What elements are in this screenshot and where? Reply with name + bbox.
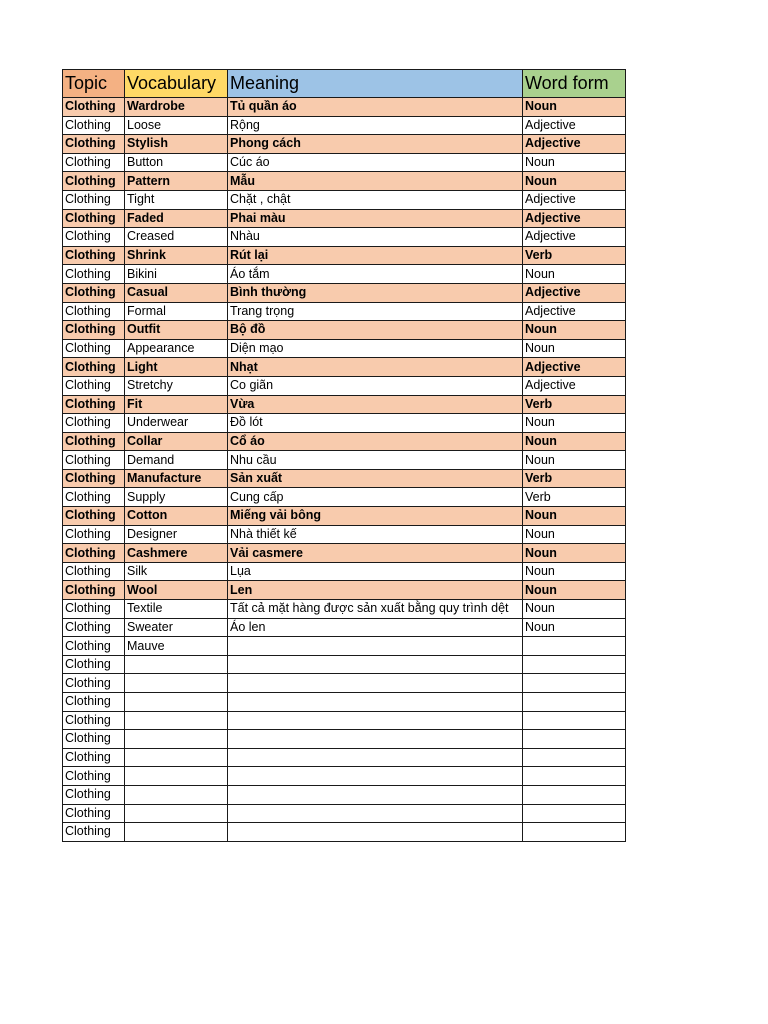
cell-topic: Clothing <box>63 804 125 823</box>
cell-meaning: Bộ đồ <box>228 321 523 340</box>
cell-word-form: Noun <box>523 544 626 563</box>
cell-topic: Clothing <box>63 507 125 526</box>
cell-vocabulary <box>125 693 228 712</box>
table-row <box>63 655 626 674</box>
table-row <box>63 600 626 619</box>
cell-meaning: Vừa <box>228 395 523 414</box>
cell-topic: Clothing <box>63 674 125 693</box>
cell-meaning: Nhạt <box>228 358 523 377</box>
header-topic: Topic <box>63 70 125 98</box>
cell-topic: Clothing <box>63 228 125 247</box>
cell-vocabulary: Underwear <box>125 414 228 433</box>
cell-word-form: Noun <box>523 525 626 544</box>
cell-word-form: Noun <box>523 153 626 172</box>
table-row <box>63 414 626 433</box>
cell-word-form: Noun <box>523 172 626 191</box>
cell-meaning: Len <box>228 581 523 600</box>
cell-meaning <box>228 674 523 693</box>
cell-vocabulary: Collar <box>125 432 228 451</box>
cell-topic: Clothing <box>63 302 125 321</box>
cell-vocabulary: Fit <box>125 395 228 414</box>
table-row <box>63 507 626 526</box>
cell-word-form <box>523 767 626 786</box>
cell-meaning: Vải casmere <box>228 544 523 563</box>
cell-meaning: Trang trọng <box>228 302 523 321</box>
cell-meaning: Rộng <box>228 116 523 135</box>
table-row <box>63 209 626 228</box>
cell-word-form <box>523 637 626 656</box>
cell-word-form: Noun <box>523 618 626 637</box>
cell-word-form: Adjective <box>523 135 626 154</box>
cell-meaning <box>228 655 523 674</box>
cell-topic: Clothing <box>63 693 125 712</box>
table-row <box>63 302 626 321</box>
cell-vocabulary: Mauve <box>125 637 228 656</box>
cell-meaning: Lụa <box>228 562 523 581</box>
table-row <box>63 283 626 302</box>
cell-word-form: Adjective <box>523 302 626 321</box>
cell-vocabulary: Stretchy <box>125 376 228 395</box>
cell-vocabulary <box>125 655 228 674</box>
cell-vocabulary: Cashmere <box>125 544 228 563</box>
cell-meaning: Bình thường <box>228 283 523 302</box>
cell-meaning <box>228 637 523 656</box>
cell-meaning <box>228 767 523 786</box>
cell-topic: Clothing <box>63 767 125 786</box>
cell-topic: Clothing <box>63 469 125 488</box>
cell-meaning: Nhàu <box>228 228 523 247</box>
cell-meaning <box>228 823 523 842</box>
cell-topic: Clothing <box>63 135 125 154</box>
table-row <box>63 562 626 581</box>
cell-word-form: Noun <box>523 339 626 358</box>
cell-topic: Clothing <box>63 172 125 191</box>
cell-meaning <box>228 730 523 749</box>
table-row <box>63 265 626 284</box>
table-row <box>63 488 626 507</box>
cell-topic: Clothing <box>63 339 125 358</box>
cell-topic: Clothing <box>63 711 125 730</box>
cell-vocabulary: Tight <box>125 190 228 209</box>
cell-meaning: Miếng vải bông <box>228 507 523 526</box>
table-row <box>63 172 626 191</box>
table-row <box>63 395 626 414</box>
table-row <box>63 228 626 247</box>
cell-meaning: Cúc áo <box>228 153 523 172</box>
cell-topic: Clothing <box>63 209 125 228</box>
cell-word-form <box>523 804 626 823</box>
header-meaning: Meaning <box>228 70 523 98</box>
cell-meaning: Đồ lót <box>228 414 523 433</box>
cell-vocabulary: Sweater <box>125 618 228 637</box>
table-row <box>63 432 626 451</box>
cell-meaning: Rút lại <box>228 246 523 265</box>
cell-word-form: Adjective <box>523 116 626 135</box>
table-row <box>63 804 626 823</box>
cell-vocabulary: Light <box>125 358 228 377</box>
cell-vocabulary: Button <box>125 153 228 172</box>
cell-word-form <box>523 730 626 749</box>
cell-word-form: Adjective <box>523 190 626 209</box>
table-row <box>63 544 626 563</box>
cell-vocabulary: Loose <box>125 116 228 135</box>
cell-meaning: Áo len <box>228 618 523 637</box>
cell-meaning <box>228 804 523 823</box>
table-row <box>63 376 626 395</box>
table-row <box>63 469 626 488</box>
header-word-form: Word form <box>523 70 626 98</box>
header-vocabulary: Vocabulary <box>125 70 228 98</box>
cell-topic: Clothing <box>63 190 125 209</box>
cell-vocabulary <box>125 767 228 786</box>
table-row <box>63 116 626 135</box>
table-row <box>63 153 626 172</box>
cell-word-form <box>523 655 626 674</box>
cell-vocabulary: Faded <box>125 209 228 228</box>
cell-vocabulary <box>125 804 228 823</box>
cell-vocabulary: Outfit <box>125 321 228 340</box>
cell-topic: Clothing <box>63 730 125 749</box>
cell-topic: Clothing <box>63 246 125 265</box>
cell-topic: Clothing <box>63 153 125 172</box>
table-row <box>63 674 626 693</box>
cell-meaning: Nhà thiết kế <box>228 525 523 544</box>
cell-vocabulary <box>125 711 228 730</box>
table-row <box>63 190 626 209</box>
cell-word-form: Noun <box>523 562 626 581</box>
cell-word-form: Adjective <box>523 376 626 395</box>
cell-word-form <box>523 711 626 730</box>
cell-vocabulary: Pattern <box>125 172 228 191</box>
cell-topic: Clothing <box>63 544 125 563</box>
table-row <box>63 823 626 842</box>
cell-word-form: Adjective <box>523 228 626 247</box>
cell-vocabulary: Silk <box>125 562 228 581</box>
cell-vocabulary <box>125 674 228 693</box>
cell-vocabulary: Casual <box>125 283 228 302</box>
table-row <box>63 711 626 730</box>
cell-vocabulary: Bikini <box>125 265 228 284</box>
cell-topic: Clothing <box>63 395 125 414</box>
cell-word-form: Noun <box>523 98 626 117</box>
cell-word-form <box>523 823 626 842</box>
cell-word-form: Noun <box>523 414 626 433</box>
cell-word-form: Adjective <box>523 283 626 302</box>
cell-meaning: Co giãn <box>228 376 523 395</box>
cell-topic: Clothing <box>63 376 125 395</box>
cell-meaning <box>228 785 523 804</box>
cell-word-form <box>523 748 626 767</box>
table-row <box>63 98 626 117</box>
cell-topic: Clothing <box>63 637 125 656</box>
cell-word-form <box>523 693 626 712</box>
cell-vocabulary <box>125 785 228 804</box>
cell-vocabulary: Creased <box>125 228 228 247</box>
cell-word-form <box>523 674 626 693</box>
cell-topic: Clothing <box>63 98 125 117</box>
cell-topic: Clothing <box>63 432 125 451</box>
cell-vocabulary: Manufacture <box>125 469 228 488</box>
table-row <box>63 618 626 637</box>
table-row <box>63 246 626 265</box>
cell-vocabulary: Stylish <box>125 135 228 154</box>
cell-topic: Clothing <box>63 358 125 377</box>
cell-word-form: Noun <box>523 265 626 284</box>
cell-meaning: Phong cách <box>228 135 523 154</box>
cell-topic: Clothing <box>63 414 125 433</box>
table-row <box>63 525 626 544</box>
cell-word-form: Noun <box>523 451 626 470</box>
cell-meaning <box>228 693 523 712</box>
cell-vocabulary: Formal <box>125 302 228 321</box>
table-row <box>63 581 626 600</box>
table-row <box>63 785 626 804</box>
cell-topic: Clothing <box>63 321 125 340</box>
cell-word-form: Noun <box>523 600 626 619</box>
cell-word-form: Verb <box>523 488 626 507</box>
cell-vocabulary: Wardrobe <box>125 98 228 117</box>
table-row <box>63 767 626 786</box>
table-row <box>63 339 626 358</box>
cell-meaning: Diện mạo <box>228 339 523 358</box>
cell-meaning: Chặt , chật <box>228 190 523 209</box>
cell-topic: Clothing <box>63 116 125 135</box>
table-body <box>63 70 626 842</box>
cell-word-form: Noun <box>523 432 626 451</box>
cell-vocabulary: Demand <box>125 451 228 470</box>
cell-vocabulary <box>125 730 228 749</box>
cell-topic: Clothing <box>63 785 125 804</box>
vocabulary-table <box>62 69 626 842</box>
table-row <box>63 748 626 767</box>
cell-vocabulary <box>125 823 228 842</box>
cell-vocabulary: Supply <box>125 488 228 507</box>
cell-topic: Clothing <box>63 600 125 619</box>
cell-word-form: Verb <box>523 246 626 265</box>
cell-vocabulary: Appearance <box>125 339 228 358</box>
cell-word-form: Noun <box>523 581 626 600</box>
table-row <box>63 451 626 470</box>
cell-vocabulary: Wool <box>125 581 228 600</box>
cell-topic: Clothing <box>63 655 125 674</box>
cell-meaning: Mẫu <box>228 172 523 191</box>
cell-meaning <box>228 748 523 767</box>
cell-vocabulary: Cotton <box>125 507 228 526</box>
table-row <box>63 135 626 154</box>
cell-meaning: Nhu cầu <box>228 451 523 470</box>
cell-topic: Clothing <box>63 823 125 842</box>
table-row <box>63 637 626 656</box>
cell-meaning: Tất cả mặt hàng được sản xuất bằng quy trình dệt <box>228 600 523 619</box>
cell-meaning <box>228 711 523 730</box>
table-row <box>63 730 626 749</box>
cell-word-form <box>523 785 626 804</box>
table-row <box>63 321 626 340</box>
cell-meaning: Cổ áo <box>228 432 523 451</box>
cell-word-form: Adjective <box>523 209 626 228</box>
cell-topic: Clothing <box>63 488 125 507</box>
cell-meaning: Áo tắm <box>228 265 523 284</box>
cell-topic: Clothing <box>63 283 125 302</box>
cell-meaning: Phai màu <box>228 209 523 228</box>
cell-meaning: Tủ quần áo <box>228 98 523 117</box>
cell-meaning: Sản xuất <box>228 469 523 488</box>
cell-word-form: Noun <box>523 507 626 526</box>
cell-word-form: Verb <box>523 395 626 414</box>
cell-topic: Clothing <box>63 451 125 470</box>
cell-word-form: Noun <box>523 321 626 340</box>
header-row <box>63 70 626 98</box>
cell-topic: Clothing <box>63 618 125 637</box>
cell-meaning: Cung cấp <box>228 488 523 507</box>
cell-word-form: Verb <box>523 469 626 488</box>
cell-topic: Clothing <box>63 581 125 600</box>
cell-topic: Clothing <box>63 265 125 284</box>
table-row <box>63 693 626 712</box>
table-row <box>63 358 626 377</box>
cell-vocabulary <box>125 748 228 767</box>
cell-vocabulary: Textile <box>125 600 228 619</box>
cell-vocabulary: Designer <box>125 525 228 544</box>
cell-word-form: Adjective <box>523 358 626 377</box>
cell-topic: Clothing <box>63 562 125 581</box>
cell-topic: Clothing <box>63 525 125 544</box>
cell-topic: Clothing <box>63 748 125 767</box>
cell-vocabulary: Shrink <box>125 246 228 265</box>
